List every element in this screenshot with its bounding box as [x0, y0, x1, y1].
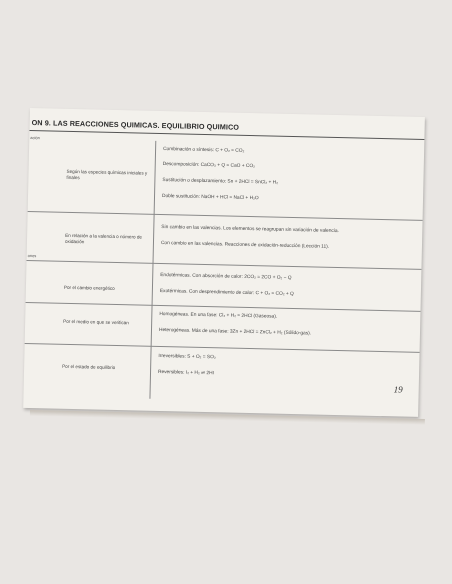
row-rule-4: [25, 343, 420, 353]
row0-item1: Descomposición: CaCO₃ + Q = CaO + CO₂: [162, 162, 255, 170]
page-number: 19: [393, 384, 403, 395]
criterion-medium: Por el medio en que se verifican: [63, 318, 129, 326]
column-divider: [149, 141, 156, 399]
row-rule-3: [26, 302, 421, 312]
row3-item0: Homogéneas. En una fase: Cl₂ + H₂ = 2HCl (Gaseosa).: [159, 311, 278, 320]
book-page: [23, 108, 425, 417]
criterion-valence: En relación a la valencia o número de oxidación: [64, 232, 143, 245]
row1-item1: Con cambio en las valencias. Reacciones de oxidación-reducción (Lección 11).: [160, 241, 330, 250]
row-rule-1: [28, 211, 423, 221]
row2-item0: Endotérmicas. Con absorción de calor: 2CO₂ = 2CO + O₂ − Q: [160, 272, 292, 281]
row2-item1: Exotérmicas. Con desprendimiento de calor: C + O₂ = CO₂ + Q: [159, 288, 294, 298]
criterion-energy: Por el cambio energético: [63, 284, 115, 291]
row1-item0: Sin cambio en las valencias. Los elementos se reagrupan sin variación de valencia.: [161, 225, 339, 235]
row4-item1: Reversibles: I₂ + H₂ ⇌ 2HI: [157, 369, 214, 377]
row4-item0: Irreversibles: S + O₂ = SO₂: [158, 353, 216, 361]
chapter-title: ON 9. LAS REACCIONES QUIMICAS. EQUILIBRIO QUIMICO: [31, 118, 240, 132]
row0-item2: Sustitución o desplazamiento: Sn + 2HCl = SnCl₂ + H₂: [162, 178, 278, 186]
row0-item3: Doble sustitución: NaOH + HCl = NaCl + H₂O: [161, 194, 259, 202]
row-rule-2: [27, 260, 422, 270]
criterion-species: Según las especies químicas iniciales y finales: [66, 168, 148, 181]
row0-item0: Combinación o síntesis: C + O₂ = CO₂: [163, 147, 245, 154]
row3-item1: Heterogéneas. Más de una fase: 3Zn + 2HCl = ZnCl₂ + H₂ (Sólido-gas).: [158, 327, 312, 337]
criterion-equilibrium: Por el estado de equilibrio: [62, 363, 116, 371]
margin-note-top: ación: [30, 135, 40, 141]
margin-note-mid: ones: [27, 252, 37, 259]
